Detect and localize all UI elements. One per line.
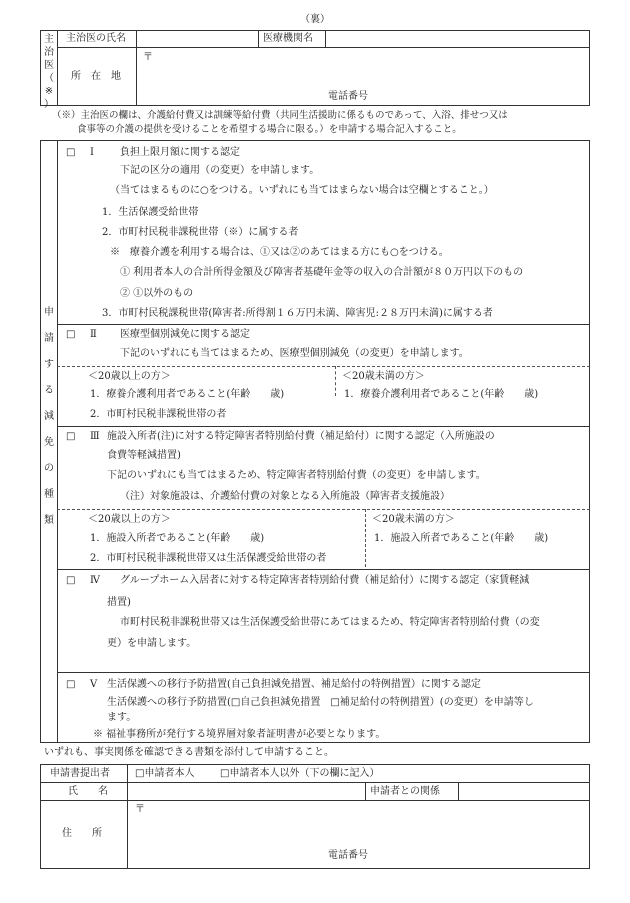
institution-label: 医療機関名: [263, 33, 313, 44]
submitter-option-self[interactable]: □申請者本人: [135, 768, 195, 779]
submitter-label: 申請書提出者: [50, 768, 110, 779]
attach-note: いずれも、事実関係を確認できる書類を添付して申請すること。: [44, 747, 334, 758]
s2-right-head: ＜20歳未満の方＞: [342, 371, 425, 382]
s1-checkbox[interactable]: □: [66, 147, 76, 158]
doctor-note-line-2: 食事等の介護の提供を受けることを希望する場合に限る。）を申請する場合記入すること。: [77, 124, 462, 135]
s4-title-cont: 措置): [107, 597, 131, 608]
s2-number: Ⅱ: [90, 329, 97, 340]
s3-left-item-2: 2．市町村民税非課税世帯又は生活保護受給世帯の者: [90, 553, 327, 564]
apply-side-label: 申 請 す る 減 免 の 種 類: [44, 307, 54, 526]
applicant-postal-mark: 〒: [135, 804, 145, 815]
s2-left-item-1: 1．療養介護利用者であること(年齢 歳): [90, 389, 285, 400]
s5-number: Ⅴ: [90, 679, 98, 690]
s5-note: ※ 福祉事務所が発行する境界層対象者証明書が必要となります。: [93, 729, 386, 740]
s1-sub-option-1: ① 利用者本人の合計所得金額及び障害者基礎年金等の収入の合計額が８０万円以下のもの: [120, 267, 524, 278]
s3-checkbox[interactable]: □: [66, 431, 76, 442]
doctor-name-field[interactable]: [140, 31, 255, 46]
s4-checkbox[interactable]: □: [66, 575, 76, 586]
s2-title: 医療型個別減免に関する認定: [120, 329, 250, 340]
applicant-address-label: 住 所: [62, 828, 102, 839]
s3-left-item-1: 1．施設入所者であること(年齢 歳): [90, 533, 265, 544]
s5-line-2: ます。: [107, 712, 137, 723]
s4-title: グループホーム入居者に対する特定障害者特別給付費（補足給付）に関する認定（家賃軽減: [120, 575, 530, 586]
s1-title: 負担上限月額に関する認定: [120, 147, 240, 158]
s3-number: Ⅲ: [90, 431, 100, 442]
s3-right-head: ＜20歳未満の方＞: [372, 514, 455, 525]
institution-field[interactable]: [330, 31, 585, 46]
s3-left-head: ＜20歳以上の方＞: [88, 514, 171, 525]
s5-title: 生活保護への移行予防措置(自己負担減免措置、補足給付の特例措置）に関する認定: [107, 679, 481, 690]
applicant-name-field[interactable]: [131, 784, 361, 798]
s2-line: 下記のいずれにも当てはまるため、医療型個別減免（の変更）を申請します。: [120, 348, 469, 359]
doctor-phone-label: 電話番号: [328, 91, 368, 102]
doctor-address-field[interactable]: [160, 50, 585, 88]
relation-field[interactable]: [462, 784, 586, 798]
s4-line-1: 市町村民税非課税世帯又は生活保護受給世帯にあてはまるため、特定障害者特別給付費（の変: [120, 617, 540, 628]
s2-checkbox[interactable]: □: [66, 329, 76, 340]
s1-line: 下記の区分の適用（の変更）を申請します。: [120, 165, 320, 176]
s1-sub-option-2: ② ①以外のもの: [120, 288, 194, 299]
s1-note: ※ 療養介護を利用する場合は、①又は②のあてはまる方にも○をつける。: [110, 247, 449, 258]
s4-number: Ⅳ: [90, 575, 100, 586]
s3-title: 施設入所者(注)に対する特定障害者特別給付費（補足給付）に関する認定（入所施設の: [107, 431, 495, 442]
s2-right-item-1: 1．療養介護利用者であること(年齢 歳): [344, 389, 539, 400]
s3-right-item-1: 1．施設入所者であること(年齢 歳): [374, 533, 549, 544]
s1-option-1: 1．生活保護受給世帯: [102, 207, 199, 218]
s3-line: 下記のいずれにも当てはまるため、特定障害者特別給付費（の変更）を申請します。: [107, 470, 486, 481]
doctor-note-line-1: （※）主治医の欄は、介護給付費又は訓練等給付費（共同生活援助に係るものであって、入浴、排せつ又は: [52, 110, 508, 121]
s1-option-3: 3．市町村民税課税世帯(障害者:所得割１６万円未満、障害児:２８万円未満)に属する者: [102, 308, 493, 319]
doctor-address-label: 所 在 地: [71, 71, 121, 82]
s3-note: （注）対象施設は、介護給付費の対象となる入所施設（障害者支援施設）: [120, 491, 450, 502]
s1-line: （当てはまるものに○をつける。いずれにも当てはまらない場合は空欄とすること。）: [110, 185, 494, 196]
applicant-phone-label: 電話番号: [328, 850, 368, 861]
page-title: （裏）: [300, 14, 330, 25]
s5-line-1: 生活保護への移行予防措置(□自己負担減免措置 □補足給付の特例措置）(の変更）を申請等し: [107, 697, 534, 708]
s4-line-2: 更）を申請します。: [107, 638, 197, 649]
s5-checkbox[interactable]: □: [66, 679, 76, 690]
s1-option-2: 2．市町村民税非課税世帯（※）に属する者: [102, 227, 299, 238]
relation-label: 申請者との関係: [370, 786, 440, 797]
applicant-name-label: 氏 名: [68, 786, 108, 797]
s1-number: Ⅰ: [90, 147, 94, 158]
doctor-name-label: 主治医の氏名: [66, 33, 126, 44]
s2-left-head: ＜20歳以上の方＞: [88, 371, 171, 382]
doctor-side-label: 主 治 医 （ ※ ）: [44, 34, 54, 110]
doctor-postal-mark: 〒: [143, 52, 153, 63]
submitter-option-other[interactable]: □申請者本人以外（下の欄に記入）: [220, 768, 380, 779]
applicant-address-field[interactable]: [150, 803, 585, 843]
s2-left-item-2: 2．市町村民税非課税世帯の者: [90, 409, 227, 420]
s3-title-cont: 食費等軽減措置): [107, 450, 181, 461]
